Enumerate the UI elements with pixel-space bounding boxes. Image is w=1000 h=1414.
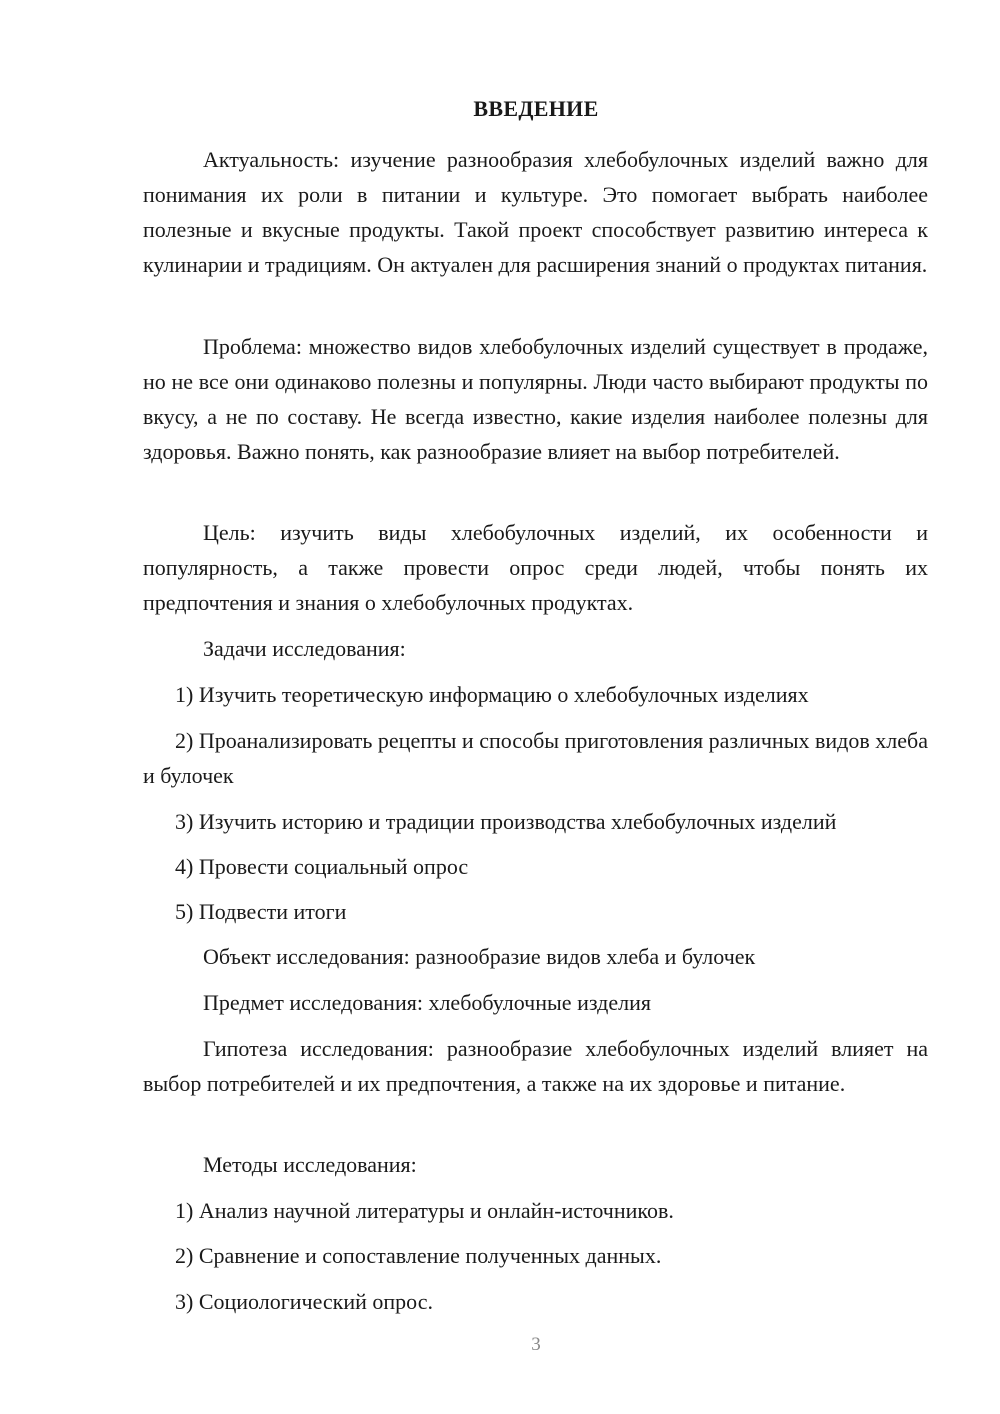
method-item: 2) Сравнение и сопоставление полученных данных. (175, 1243, 662, 1268)
tasks-heading: Задачи исследования: (203, 636, 406, 661)
relevance-paragraph: Актуальность: изучение разнообразия хлебобулочных изделий важно для понимания их роли в питании и культуре. Это помогает выбрать наиболее полезные и вкусные продукты. Такой проект способствует развитию интереса к кулинарии и традициям. Он актуален для расширения знаний о продуктах питания. (143, 147, 928, 277)
subject-paragraph: Предмет исследования: хлебобулочные изделия (203, 990, 651, 1015)
problem-paragraph: Проблема: множество видов хлебобулочных изделий существует в продаже, но не все они одинаково полезны и популярны. Люди часто выбирают продукты по вкусу, а не по составу. Не всегда известно, какие изделия наиболее полезны для здоровья. Важно понять, как разнообразие влияет на выбор потребителей. (143, 334, 928, 464)
task-item: 2) Проанализировать рецепты и способы приготовления различных видов хлеба и булочек (143, 728, 928, 788)
hypothesis-paragraph: Гипотеза исследования: разнообразие хлебобулочных изделий влияет на выбор потребителей и их предпочтения, а также на их здоровье и питание. (143, 1036, 928, 1096)
task-item: 1) Изучить теоретическую информацию о хлебобулочных изделиях (175, 682, 809, 707)
task-item: 4) Провести социальный опрос (175, 854, 469, 879)
goal-paragraph: Цель: изучить виды хлебобулочных изделий, их особенности и популярность, а также провести опрос среди людей, чтобы понять их предпочтения и знания о хлебобулочных продуктах. (143, 520, 928, 615)
task-item: 5) Подвести итоги (175, 899, 347, 924)
methods-heading: Методы исследования: (203, 1152, 417, 1177)
object-paragraph: Объект исследования: разнообразие видов хлеба и булочек (203, 944, 756, 969)
section-title: ВВЕДЕНИЕ (473, 96, 599, 121)
method-item: 1) Анализ научной литературы и онлайн-источников. (175, 1198, 674, 1223)
page-number: 3 (531, 1334, 541, 1355)
method-item: 3) Социологический опрос. (175, 1289, 433, 1314)
task-item: 3) Изучить историю и традиции производства хлебобулочных изделий (175, 809, 837, 834)
